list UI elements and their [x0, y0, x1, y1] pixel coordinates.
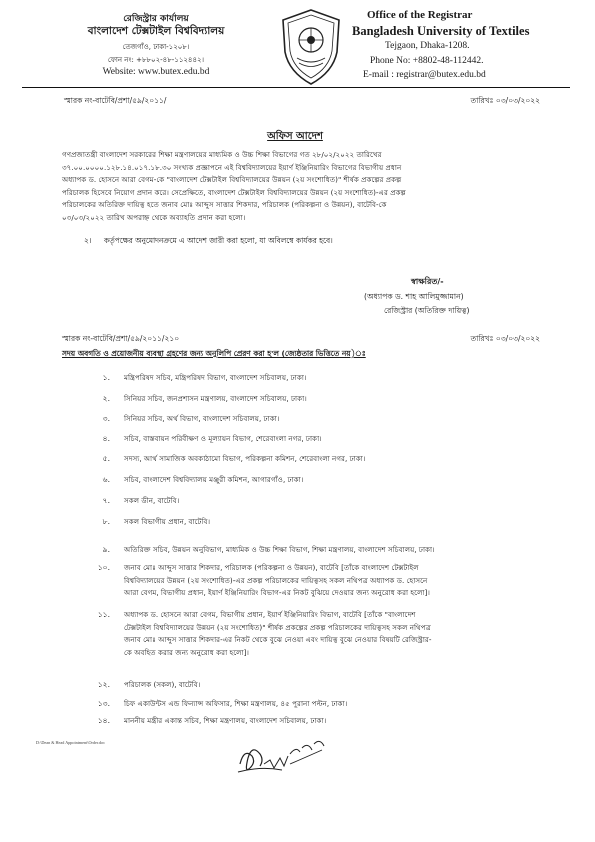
clause-2-text: কর্তৃপক্ষের অনুমোদনক্রমে এ আদেশ জারী করা হলো, যা অবিলম্বে কার্যকর হবে। — [104, 236, 333, 245]
copy-item-number: ১২. — [97, 680, 110, 689]
copy-item-line: জনাব মোঃ আব্দুস সাত্তার শিকদার-এর নিকট থেকে বুঝে নেওয়া এবং দায়িত্ব বুঝে নেওয়ার বিষয়টি রেজিস্ট্রার- — [124, 635, 432, 645]
signatory-name: (অধ্যাপক ড. শাহ আলিমুজ্জামান) — [364, 292, 464, 301]
letterhead-phone-bn: ফোন নং: +৮৮০২-৪৮-১১২৪৪২। — [107, 56, 205, 64]
copy-item-text: সিনিয়র সচিব, অর্থ বিভাগ, বাংলাদেশ সচিবালয়, ঢাকা। — [124, 414, 280, 423]
letterhead-office-bn: রেজিস্ট্রার কার্যালয় — [123, 14, 189, 24]
letterhead-office-en: Office of the Registrar — [367, 9, 473, 21]
copy-item-number: ৩. — [102, 414, 110, 423]
letterhead-website[interactable]: Website: www.butex.edu.bd — [102, 67, 210, 77]
copy-item-number: ৮. — [102, 517, 110, 526]
signed-mark: স্বাক্ষরিত/- — [411, 277, 444, 286]
copy-item-number: ৬. — [102, 475, 110, 484]
order-body — [62, 149, 548, 225]
header-divider — [22, 87, 570, 88]
copy-item-number: ১৪. — [97, 716, 110, 725]
copy-item-text: সকল বিভাগীয় প্রধান, বাটেবি। — [124, 517, 211, 526]
copy-item-line: টেক্সটাইল বিশ্ববিদ্যালয়ের উন্নয়ন (২য় সংশোধিত)" শীর্ষক প্রকল্পের প্রকল্প পরিচালকের দায়িত্বসহ সকল নথিপত্র — [124, 622, 431, 632]
copy-item-number: ১০. — [97, 563, 110, 572]
memo-date-1: তারিখঃ ০৩/০৩/২০২২ — [470, 96, 540, 105]
copy-item-line: বিশ্ববিদ্যালয়ের উন্নয়ন (২য় সংশোধিত)-এর প্রকল্প পরিচালকের দায়িত্বসহ সকল নথিপত্র অধ্যাপক ড. হোসনে — [124, 575, 428, 585]
copy-item-text: অতিরিক্ত সচিব, উন্নয়ন অনুবিভাগ, মাধ্যমিক ও উচ্চ শিক্ষা বিভাগ, শিক্ষা মন্ত্রণালয়, বাংলাদেশ সচিবালয়, ঢাকা। — [124, 545, 435, 554]
copy-item-text: সচিব, বাস্তবায়ন পরিবীক্ষণ ও মূল্যায়ন বিভাগ, শেরেবাংলা নগর, ঢাকা। — [124, 434, 322, 443]
copy-item-number: ৪. — [102, 434, 110, 443]
order-title: অফিস আদেশ — [267, 131, 323, 142]
handwritten-signature — [230, 728, 330, 786]
copy-item-number: ৭. — [102, 496, 110, 505]
copy-item-number: ১. — [102, 373, 110, 382]
copy-item-number: ১১. — [97, 610, 110, 619]
copy-item-text: মাননীয় মন্ত্রীর একান্ত সচিব, শিক্ষা মন্ত্রণালয়, বাংলাদেশ সচিবালয়, ঢাকা। — [124, 716, 327, 725]
body-line: পরিচালকের অতিরিক্ত দায়িত্ব হতে জনাব মোঃ আব্দুস সাত্তার শিকদার, পরিচালক (পরিকল্পনা ও উন্নয়ন), বাটেবি-কে — [62, 200, 387, 210]
copy-item-text: সকল ডীন, বাটেবি। — [124, 496, 180, 505]
body-line: পরিচালক হিসেবে নিয়োগ প্রদান করে। সেপ্রেক্ষিতে, বাংলাদেশ টেক্সটাইল বিশ্ববিদ্যালয়ের উন্নয়ন (২য় সংশোধিত)-এর প্রকল্প — [62, 187, 406, 197]
footer-file-path: D:\Dean & Head Appointment\Order.doc — [36, 740, 106, 745]
copy-item-text — [124, 562, 548, 600]
copy-item-text: মন্ত্রিপরিষদ সচিব, মন্ত্রিপরিষদ বিভাগ, বাংলাদেশ সচিবালয়, ঢাকা। — [124, 373, 307, 382]
body-line: গণপ্রজাতন্ত্রী বাংলাদেশ সরকারের শিক্ষা মন্ত্রণালয়ের মাধ্যমিক ও উচ্চ শিক্ষা বিভাগের গত ২৮/০২/২০২২ তারিখের — [62, 150, 382, 159]
letterhead-address-en: Tejgaon, Dhaka-1208. — [385, 41, 470, 51]
body-line: অধ্যাপক ড. হোসনে আরা বেগম-কে "বাংলাদেশ টেক্সটাইল বিশ্ববিদ্যালয়ের উন্নয়ন (২য় সংশোধিত)" শীর্ষক প্রকল্পের প্রকল্প — [62, 175, 402, 185]
copy-item-line: জনাব মোঃ আব্দুস সাত্তার শিকদার, পরিচালক (পরিকল্পনা ও উন্নয়ন), বাটেবি [তাঁকে বাংলাদেশ টেক্সটাইল — [124, 563, 419, 572]
copy-item-line: আরা বেগম, বিভাগীয় প্রধান, ইয়ার্ণ ইঞ্জিনিয়ারিং বিভাগ-এর নিকট বুঝিয়ে দেওয়ার জন্য অনুরোধ করা হলো]। — [124, 588, 430, 598]
copy-item-number: ৯. — [102, 545, 110, 554]
body-line: ০৩/০৩/২০২২ তারিখ অপরাহ্ন থেকে অব্যাহতি প্রদান করা হলো। — [62, 212, 246, 222]
copy-item-line: কে অবহিত করার জন্য অনুরোধ করা হলো]। — [124, 647, 249, 657]
letterhead-address-bn: তেজগাঁও, ঢাকা-১২০৮। — [122, 43, 190, 51]
memo-date-2: তারিখঃ ০৩/০৩/২০২২ — [470, 334, 540, 343]
university-logo — [279, 8, 343, 86]
clause-2-number: ২। — [84, 236, 92, 245]
body-line: ৩৭.০০.০০০০.১২৮.১৪.০১৭.১৮.৩০ সংখ্যক প্রজ্ঞাপনে এই বিশ্ববিদ্যালয়ের ইয়ার্ণ ইঞ্জিনিয়ারিং বিভাগের বিভাগীয় প্রধান — [62, 162, 402, 172]
letterhead-university-bn: বাংলাদেশ টেক্সটাইল বিশ্ববিদ্যালয় — [87, 25, 225, 37]
memo-ref-1: স্মারক নং-বাটেবি/প্রশা/৫৯/২০১১/ — [64, 96, 167, 105]
letterhead-university-en: Bangladesh University of Textiles — [352, 24, 530, 38]
copy-heading: সদয় অবগতি ও প্রয়োজনীয় ব্যবস্থা গ্রহণের জন্য অনুলিপি প্রেরণ করা হ'ল (জ্যেষ্ঠতার ভিত্তিতে নয়)ঃ — [62, 349, 366, 358]
copy-item-number: ১৩. — [97, 699, 110, 708]
copy-item-text: সদস্য, আর্থ সামাজিক অবকাঠামো বিভাগ, পরিকল্পনা কমিশন, শেরেবাংলা নগর, ঢাকা। — [124, 454, 366, 463]
letterhead-email[interactable]: E-mail : registrar@butex.edu.bd — [363, 70, 486, 80]
copy-item-text — [124, 609, 548, 659]
copy-item-text: পরিচালক (সকল), বাটেবি। — [124, 680, 201, 689]
copy-item-text: সচিব, বাংলাদেশ বিশ্ববিদ্যালয় মঞ্জুরী কমিশন, আগারগাঁও, ঢাকা। — [124, 475, 304, 484]
memo-ref-2: স্মারক নং-বাটেবি/প্রশা/৫৯/২০১১/২১০ — [62, 334, 180, 343]
letterhead-phone-en: Phone No: +8802-48-112442. — [370, 56, 484, 66]
copy-item-text: সিনিয়র সচিব, জনপ্রশাসন মন্ত্রণালয়, বাংলাদেশ সচিবালয়, ঢাকা। — [124, 394, 307, 403]
copy-item-number: ৫. — [102, 454, 110, 463]
copy-item-number: ২. — [102, 394, 110, 403]
copy-item-line: অধ্যাপক ড. হোসনে আরা বেগম, বিভাগীয় প্রধান, ইয়ার্ণ ইঞ্জিনিয়ারিং বিভাগ, বাটেবি [তাঁকে "বাংলাদেশ — [124, 610, 416, 619]
copy-item-text: চিফ একাউন্টস এন্ড ফিন্যান্স অফিসার, শিক্ষা মন্ত্রণালয়, ৪৫ পুরানা পল্টন, ঢাকা। — [124, 699, 348, 708]
signatory-designation: রেজিস্ট্রার (অতিরিক্ত দায়িত্ব) — [384, 306, 470, 315]
